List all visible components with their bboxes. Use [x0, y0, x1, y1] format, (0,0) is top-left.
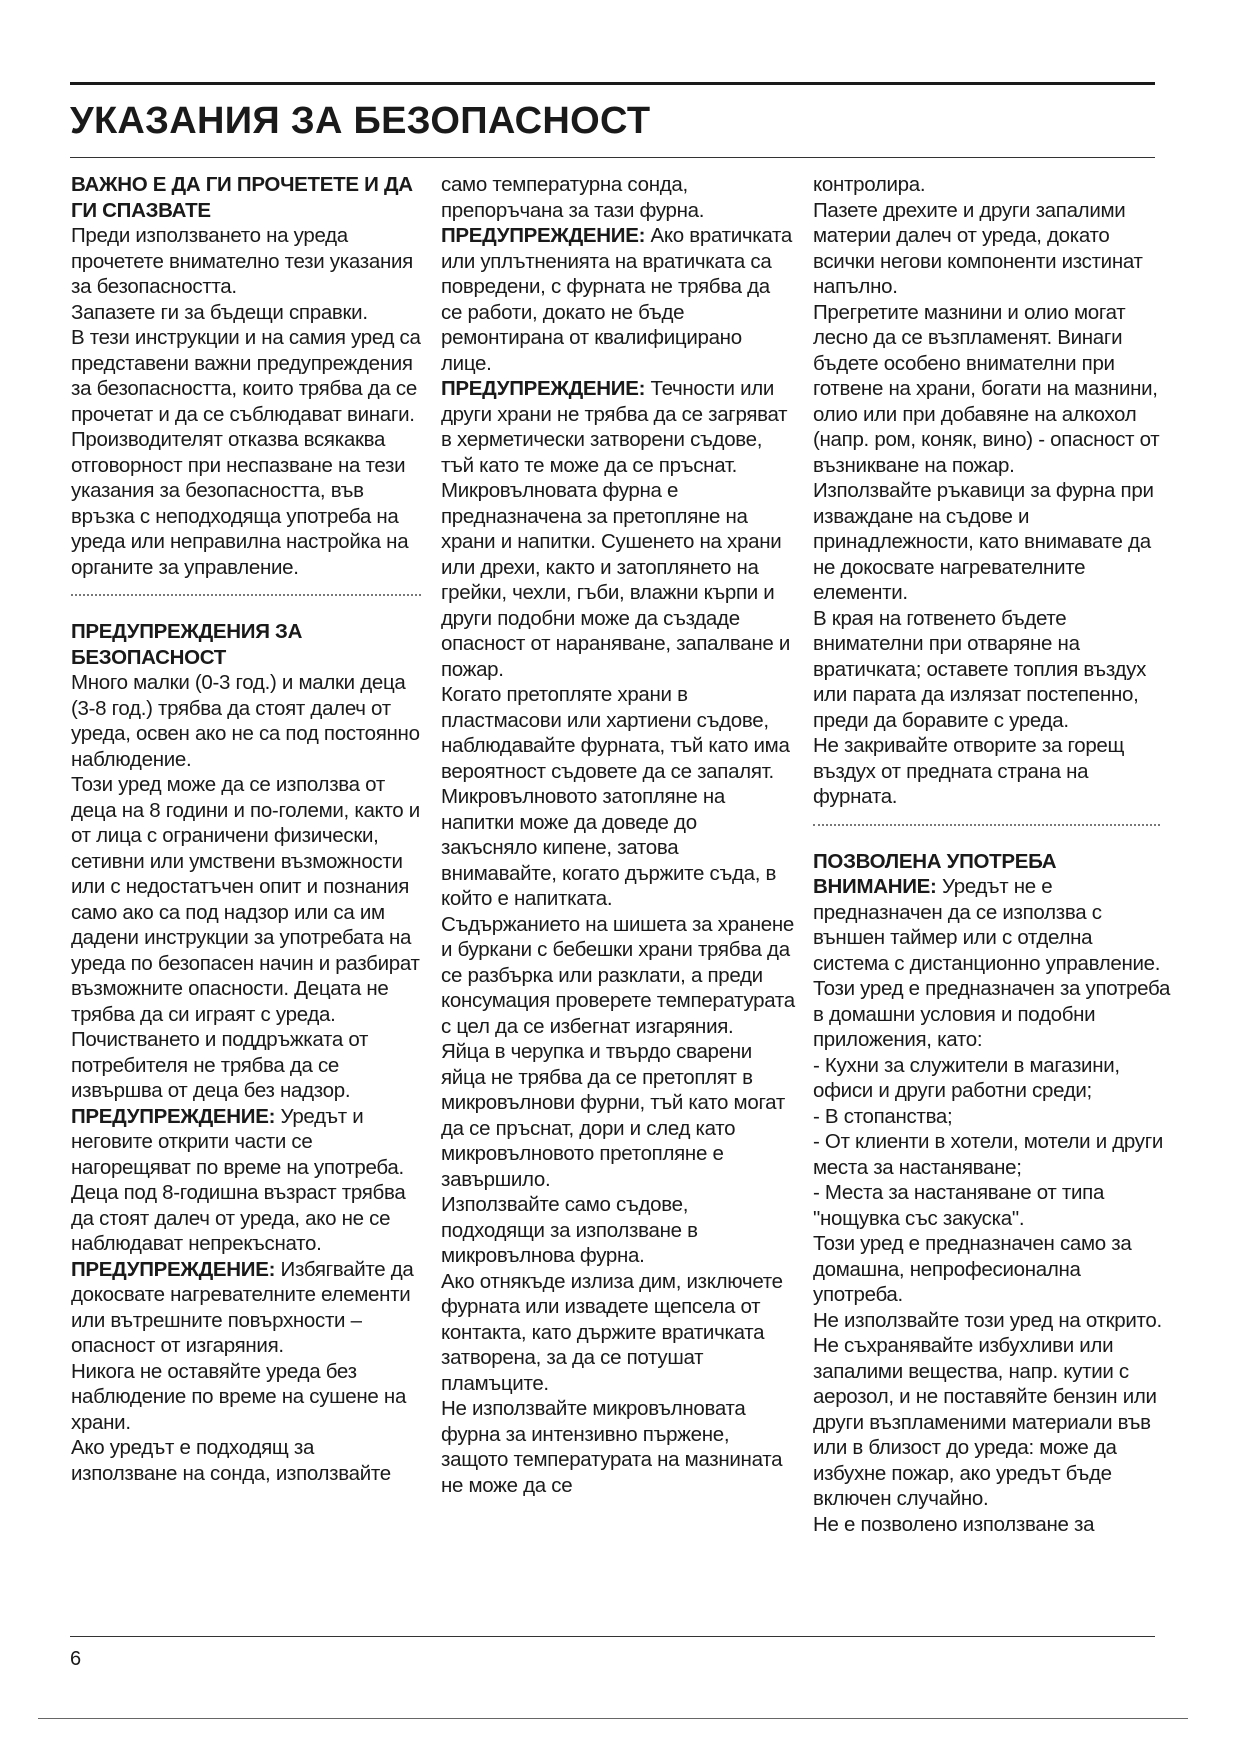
paragraph: Деца под 8-годишна възраст трябва да стоят далеч от уреда, ако не се наблюдават непрекъснато.	[71, 1181, 406, 1255]
column-2	[441, 172, 796, 1498]
section-heading-warnings: ПРЕДУПРЕЖДЕНИЯ ЗА БЕЗОПАСНОСТ	[71, 620, 303, 669]
paragraph: Почистването и поддръжката от потребителя не трябва да се извършва от деца без надзор.	[71, 1028, 369, 1102]
paragraph: Производителят отказва всякаква отговорност при неспазване на тези указания за безопасността, във връзка с неподходяща употреба на уреда или неправилна настройка на органите за управление.	[71, 428, 409, 579]
page-title: УКАЗАНИЯ ЗА БЕЗОПАСНОСТ	[70, 100, 651, 142]
paragraph: Този уред е предназначен за употреба в домашни условия и подобни приложения, като:	[813, 977, 1171, 1051]
warning-text: Уредът и неговите открити части се нагорещяват по време на употреба.	[71, 1104, 404, 1179]
warning-paragraph	[441, 376, 796, 478]
paragraph: Съдържанието на шишета за хранене и буркани с бебешки храни трябва да се разбърка или разклати, а преди консумация проверете температурата с цел да се избегнат изгаряния.	[441, 912, 795, 1038]
paragraph: Не използвайте микровълновата фурна за интензивно пържене, защото температурата на мазнината не може да се	[441, 1397, 783, 1497]
warning-paragraph	[71, 1257, 421, 1359]
warning-text: Течности или други храни не трябва да се загряват в херметически затворени съдове, тъй като те може да се пръснат.	[441, 377, 788, 477]
paragraph: Яйца в черупка и твърдо сварени яйца не трябва да се претоплят в микровълнови фурни, тъй като могат да се пръснат, дори и след като микровълновото претопляне е завършило.	[441, 1040, 785, 1191]
paragraph: Не използвайте този уред на открито.	[813, 1308, 1162, 1332]
warning-label: ПРЕДУПРЕЖДЕНИЕ:	[441, 377, 646, 400]
page-number: 6	[70, 1648, 82, 1670]
paragraph: Този уред е предназначен само за домашна, непрофесионална употреба.	[813, 1232, 1132, 1306]
warning-paragraph	[813, 874, 1173, 976]
paragraph: Прегретите мазнини и олио могат лесно да се възпламенят. Винаги бъдете особено внимателни при готвене на храни, богати на мазнини, олио или при добавяне на алкохол (напр. ром, коняк, вино) - опасност от възникване на пожар.	[813, 300, 1160, 477]
paragraph: Пазете дрехите и други запалими материи далеч от уреда, докато всички негови компоненти изстинат напълно.	[813, 198, 1143, 298]
section-heading-permitted-use: ПОЗВОЛЕНА УПОТРЕБА	[813, 849, 1057, 873]
paragraph: само температурна сонда, препоръчана за тази фурна.	[441, 173, 705, 222]
paragraph: В края на готвенето бъдете внимателни при отваряне на вратичката; оставете топлия въздух или парата да излязат постепенно, преди да боравите с уреда.	[813, 606, 1147, 732]
paragraph: Микровълновото затопляне на напитки може да доведе до закъсняло кипене, затова внимавайте, когато държите съда, в който е напитката.	[441, 785, 777, 910]
list-item: - Кухни за служители в магазини, офиси и други работни среди;	[813, 1053, 1120, 1102]
paragraph: Никога не оставяйте уреда без наблюдение по време на сушене на храни.	[71, 1359, 407, 1434]
list-item: - В стопанства;	[813, 1104, 953, 1128]
paragraph: Не е позволено използване за	[813, 1512, 1095, 1536]
title-rule	[70, 157, 1155, 158]
paragraph: Не закривайте отворите за горещ въздух от предната страна на фурната.	[813, 734, 1125, 808]
paragraph: Преди използването на уреда прочетете внимателно тези указания за безопасността.	[71, 224, 413, 298]
column-3	[813, 172, 1173, 1537]
section-heading-read: ВАЖНО Е ДА ГИ ПРОЧЕТЕТЕ И ДА ГИ СПАЗВАТЕ	[71, 173, 413, 222]
column-1	[71, 172, 421, 1486]
warning-label: ПРЕДУПРЕЖДЕНИЕ:	[71, 1104, 276, 1128]
paragraph: Запазете ги за бъдещи справки.	[71, 300, 368, 324]
paragraph: Използвайте само съдове, подходящи за използване в микровълнова фурна.	[441, 1193, 698, 1267]
paragraph: В тези инструкции и на самия уред са представени важни предупреждения за безопасността, които трябва да се прочетат и да се съблюдават винаги.	[71, 326, 421, 426]
list-item: - От клиенти в хотели, мотели и други места за настаняване;	[813, 1130, 1164, 1179]
warning-label: ПРЕДУПРЕЖДЕНИЕ:	[441, 224, 646, 247]
paragraph: Не съхранявайте избухливи или запалими вещества, напр. кутии с аерозол, и не поставяйте бензин или други възпламеними материали във или в близост до уреда: може да избухне пожар, ако уредът бъде включен случайно.	[813, 1334, 1157, 1510]
scan-edge-line	[38, 1718, 1188, 1719]
paragraph: Микровълновата фурна е предназначена за претопляне на храни и напитки. Сушенето на храни или дрехи, както и затоплянето на грейки, чехли, гъби, влажни кърпи и други подобни може да създаде опасност от нараняване, запалване и пожар.	[441, 479, 791, 681]
paragraph: Много малки (0-3 год.) и малки деца (3-8 год.) трябва да стоят далеч от уреда, освен ако не са под постоянно наблюдение.	[71, 671, 420, 771]
caution-label: ВНИМАНИЕ:	[813, 875, 937, 898]
warning-paragraph	[441, 223, 796, 376]
dotted-divider	[71, 594, 421, 596]
top-rule	[70, 82, 1155, 85]
paragraph: Когато претопляте храни в пластмасови или хартиени съдове, наблюдавайте фурната, тъй като има вероятност съдовете да се запалят.	[441, 683, 790, 783]
paragraph: Този уред може да се използва от деца на 8 години и по-големи, както и от лица с ограничени физически, сетивни или умствени възможности или с недостатъчен опит и познания само ако са под надзор или са им дадени инструкции за употребата на уреда по безопасен начин и разбират възможните опасности. Децата не трябва да си играят с уреда.	[71, 773, 420, 1026]
warning-label: ПРЕДУПРЕЖДЕНИЕ:	[71, 1257, 276, 1281]
paragraph: Ако отнякъде излиза дим, изключете фурната или извадете щепсела от контакта, като държите вратичката затворена, за да се потушат пламъците.	[441, 1269, 783, 1395]
paragraph: контролира.	[813, 173, 926, 196]
list-item: - Места за настаняване от типа "нощувка със закуска".	[813, 1181, 1105, 1230]
paragraph: Използвайте ръкавици за фурна при изваждане на съдове и принадлежности, като внимавате да не докосвате нагревателните елементи.	[813, 479, 1154, 604]
paragraph: Ако уредът е подходящ за използване на сонда, използвайте	[71, 1436, 391, 1485]
caution-text: Уредът не е предназначен да се използва с външен таймер или с отделна система с дистанционно управление.	[813, 875, 1161, 975]
warning-text: Избягвайте да докосвате нагревателните елементи или вътрешните повърхности – опасност от изгаряния.	[71, 1257, 414, 1357]
bottom-rule	[70, 1636, 1155, 1637]
warning-text: Ако вратичката или уплътненията на вратичката са повредени, с фурната не трябва да се работи, докато не бъде ремонтирана от квалифицирано лице.	[441, 224, 792, 375]
warning-paragraph	[71, 1104, 421, 1181]
dotted-divider	[813, 824, 1160, 826]
